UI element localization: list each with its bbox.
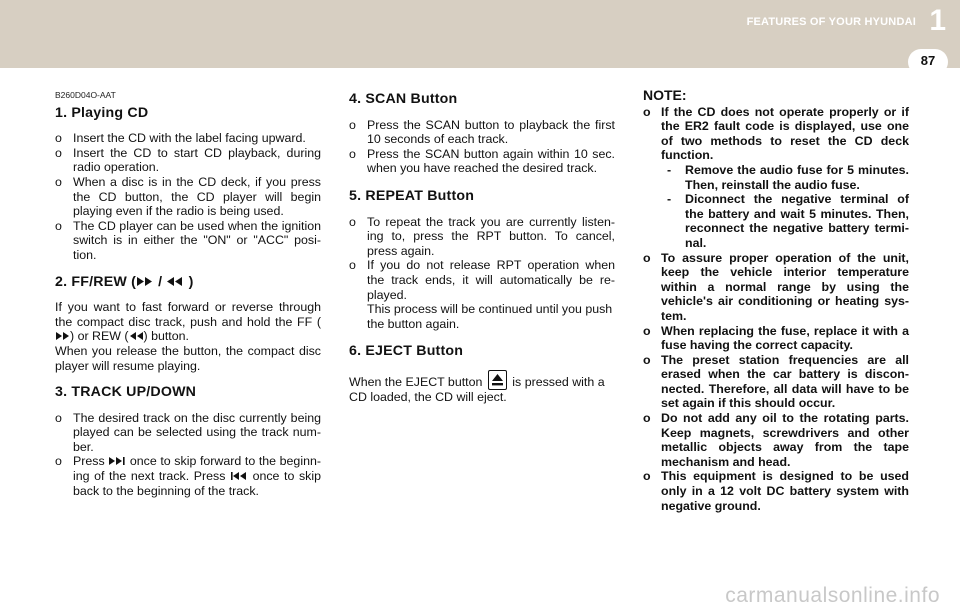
list-item: - Diconnect the negative terminal of the battery and wait 5 minutes. Then, reconnect the negative battery termi-nal. — [667, 192, 909, 250]
heading-repeat-button: 5. REPEAT Button — [349, 187, 475, 204]
note-column — [643, 88, 909, 513]
list-item: o Insert the CD to start CD playback, during radio operation. — [55, 145, 321, 175]
list-item: o To repeat the track you are currently listen-ing to, press the RPT button. To cancel, press again. — [349, 214, 615, 258]
fast-forward-icon — [136, 277, 154, 286]
track-back-icon — [230, 472, 248, 480]
eject-text: When the EJECT button is pressed with a CD loaded, the CD will eject. — [349, 370, 615, 405]
list-item: o This equipment is designed to be used only in a 12 volt DC battery system with negative ground. — [643, 469, 909, 513]
reset-methods-list — [661, 163, 909, 251]
list-item: o The desired track on the disc currently being played can be selected using the track num-ber. — [55, 410, 321, 454]
column-1 — [55, 88, 321, 498]
eject-icon — [488, 370, 507, 390]
chapter-number: 1 — [929, 4, 946, 37]
list-item: o Press once to skip forward to the beginn-ing of the next track. Press once to skip back to the beginning of the track. — [55, 454, 321, 498]
heading-playing-cd: 1. Playing CD — [55, 104, 149, 121]
list-item: o When a disc is in the CD deck, if you press the CD button, the CD player will begin playing even if the radio is being used. — [55, 174, 321, 219]
fast-forward-icon — [55, 332, 70, 340]
ff-rew-release-text: When you release the button, the compact disc player will resume playing. — [55, 343, 321, 373]
rewind-icon — [166, 277, 184, 286]
list-item-continued: This process will be continued until you push the button again. — [367, 302, 613, 331]
list-item: o To assure proper operation of the unit, keep the vehicle interior temperature within a normal range by using the vehicle's air conditioning or heating sys-tem. — [643, 250, 909, 323]
ff-rew-text: If you want to fast forward or reverse through the compact disc track, push and hold the FF () or REW ( ) button. — [55, 300, 321, 344]
footer-watermark: carmanualsonline.info — [725, 584, 940, 607]
list-item: o The CD player can be used when the ignition switch is in either the "ON" or "ACC" posi-tion. — [55, 218, 321, 262]
list-item: o Insert the CD with the label facing upward. — [55, 131, 306, 146]
heading-eject-button: 6. EJECT Button — [349, 343, 464, 360]
list-item: o If you do not release RPT operation when the track ends, it will automatically be re-played. — [349, 258, 615, 302]
heading-track-up-down: 3. TRACK UP/DOWN — [55, 384, 197, 401]
repeat-list — [349, 215, 615, 332]
list-item: o Press the SCAN button to playback the first 10 seconds of each track. — [349, 117, 615, 147]
scan-list — [349, 118, 615, 176]
note-list — [643, 105, 909, 514]
list-item: o When replacing the fuse, replace it with a fuse having the correct capacity. — [643, 323, 909, 353]
chapter-title: FEATURES OF YOUR HYUNDAI — [746, 16, 916, 28]
heading-scan-button: 4. SCAN Button — [349, 91, 458, 107]
track-list — [55, 411, 321, 499]
list-item: o Do not add any oil to the rotating parts. Keep magnets, screwdrivers and other metallic objects away from the tape mechanism and head. — [643, 411, 909, 469]
column-2 — [349, 92, 615, 405]
list-item: o The preset station frequencies are all erased when the car battery is discon-nected. Therefore, all data will have to be set again if this should occur. — [643, 352, 909, 411]
note-heading: NOTE: — [643, 87, 687, 103]
track-forward-icon — [108, 457, 126, 465]
page-header — [0, 0, 960, 68]
list-item: o Press the SCAN button again within 10 sec. when you have reached the desired track. — [349, 146, 615, 176]
rewind-icon — [129, 332, 144, 340]
page-number: 87 — [908, 49, 948, 75]
playing-cd-list — [55, 131, 321, 262]
list-item: o If the CD does not operate properly or if the ER2 fault code is displayed, use one of two methods to reset the CD deck function. - Remove the audio fuse for 5 minutes. Then, reinstall the audio fuse. - Diconnect the negative terminal of the battery and wait 5 minutes. Then, reconnect the negative battery termi-nal. — [643, 104, 909, 250]
heading-ff-rew: 2. FF/REW ( / ) — [55, 273, 194, 290]
section-code: B260D04O-AAT — [55, 90, 116, 100]
list-item: - Remove the audio fuse for 5 minutes. Then, reinstall the audio fuse. — [667, 162, 909, 192]
